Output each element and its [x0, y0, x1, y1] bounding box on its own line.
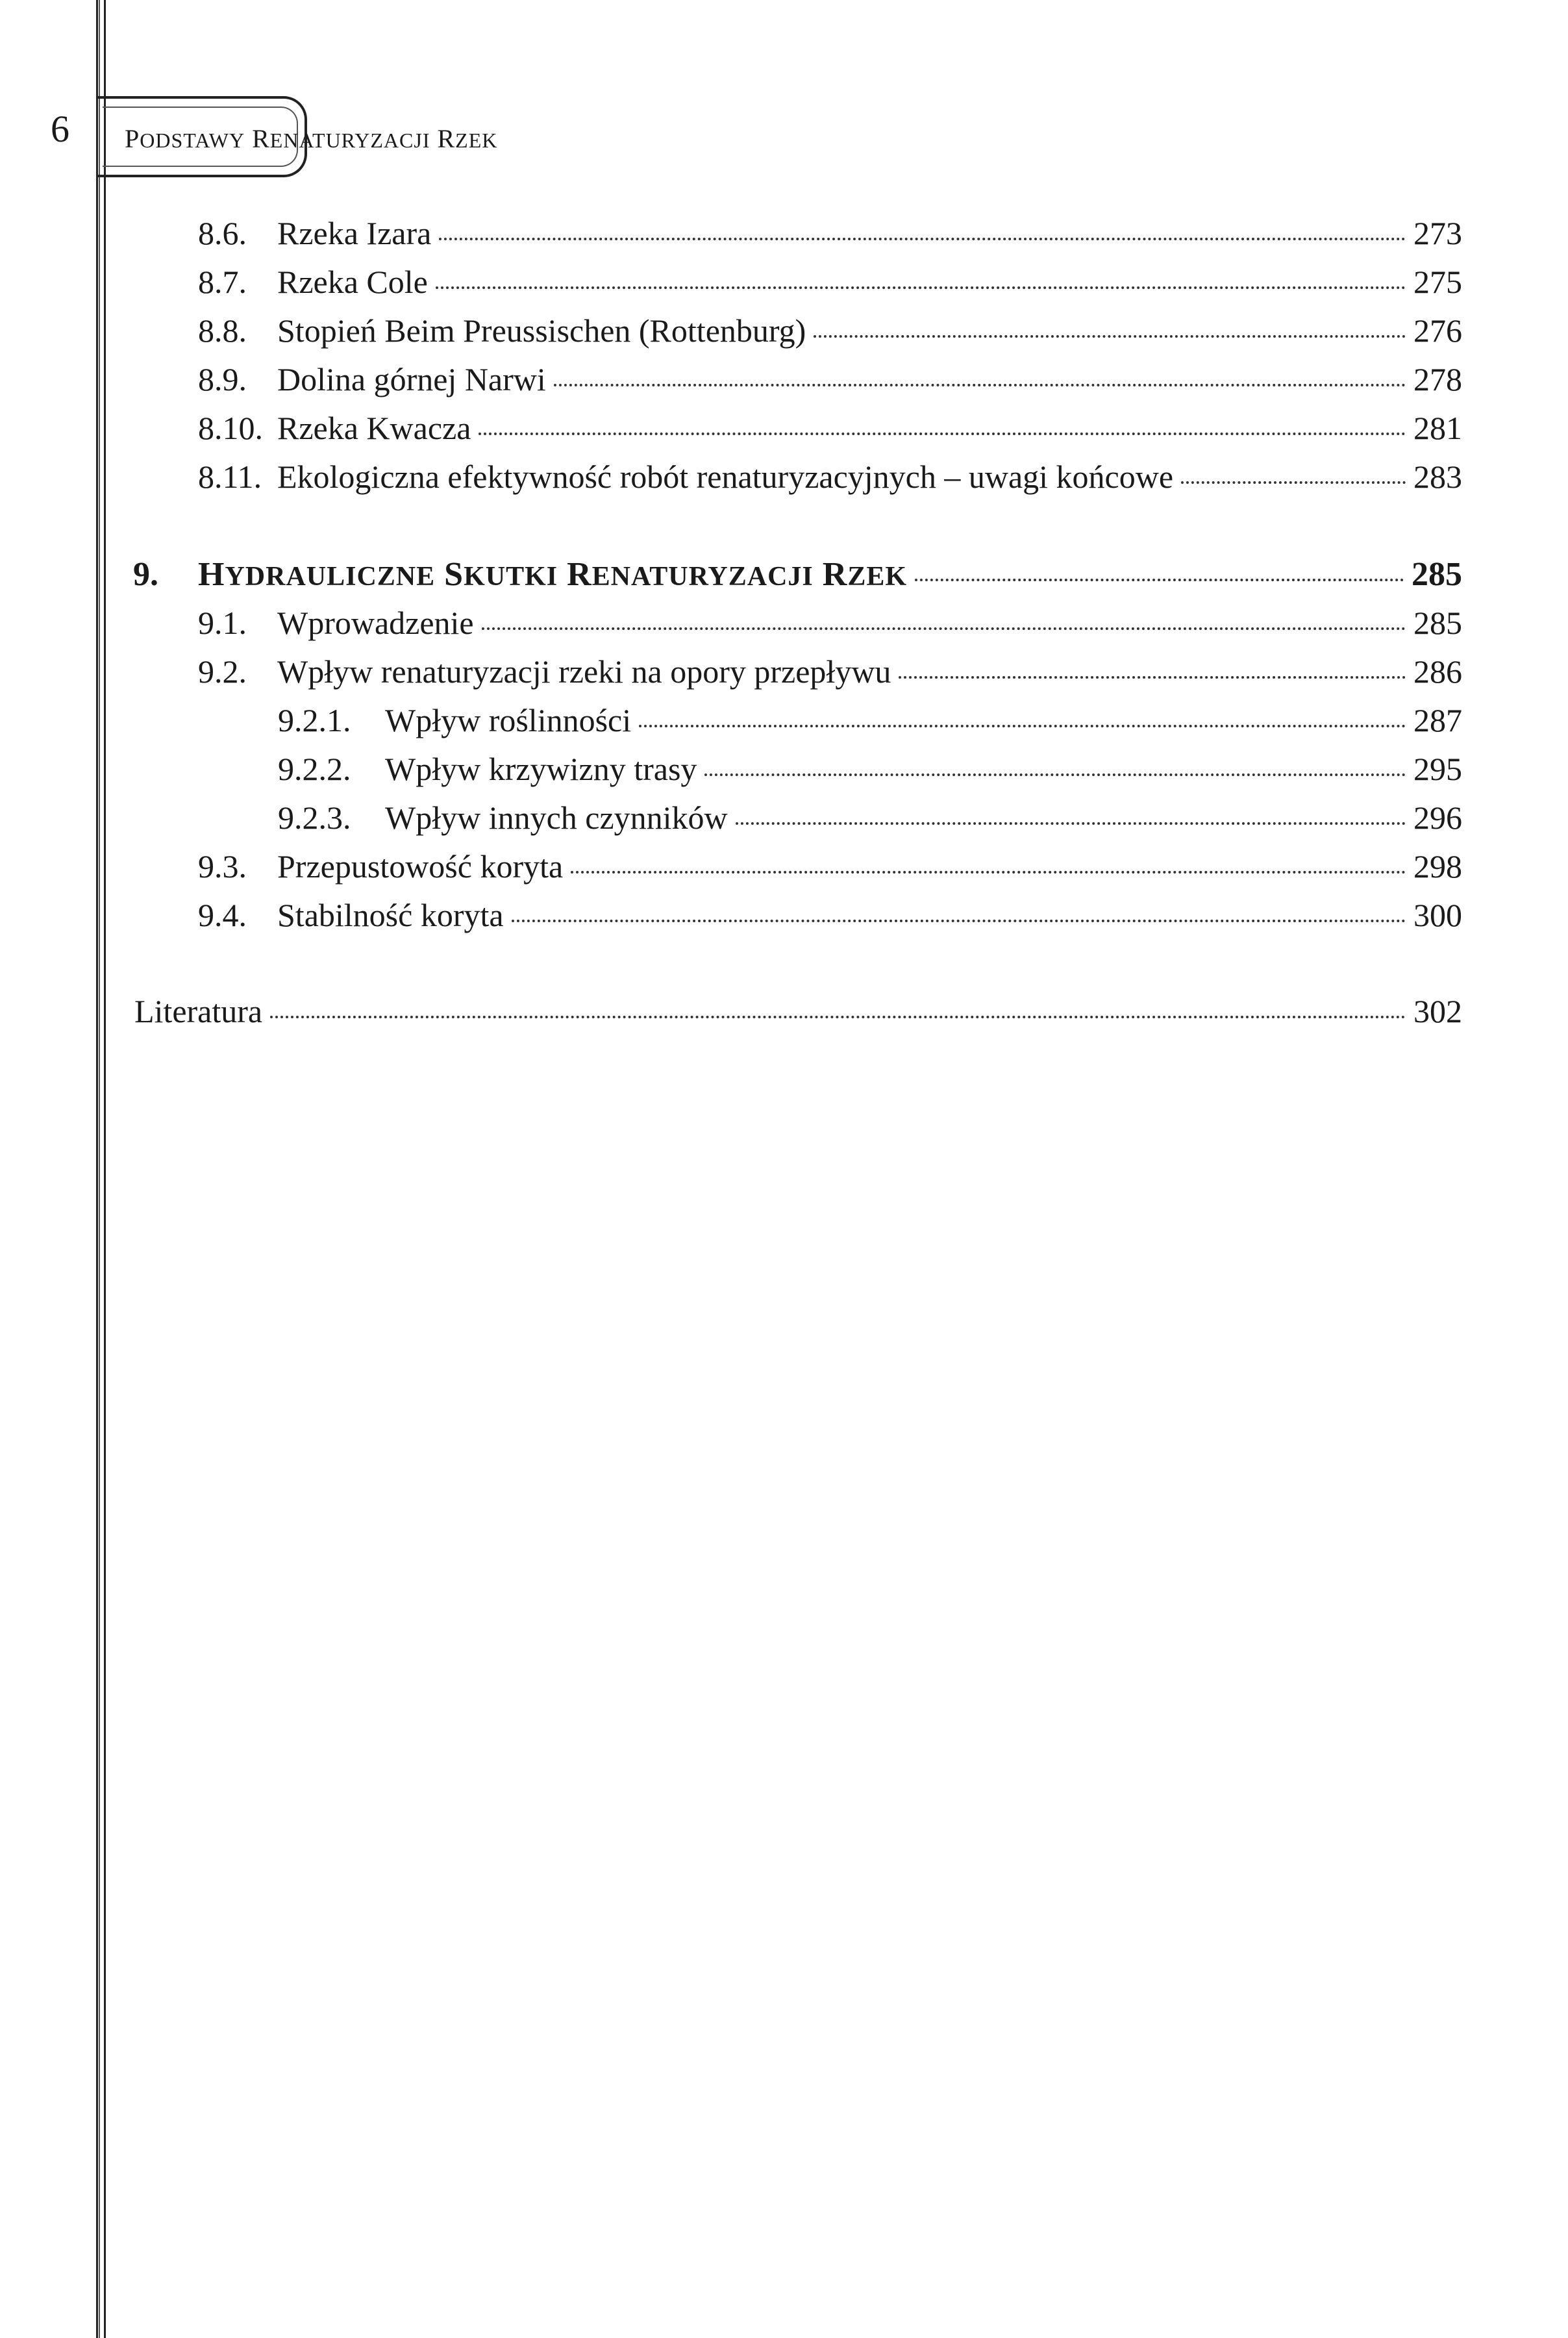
- dot-leader: [704, 773, 1406, 776]
- toc-entry-number: 8.10.: [198, 410, 263, 446]
- running-header-title: [125, 123, 497, 154]
- toc-entry-page: 302: [1413, 993, 1462, 1029]
- toc-entry-number: 9.4.: [198, 897, 247, 933]
- toc-entry-page: 298: [1413, 848, 1462, 885]
- toc-entry[interactable]: [198, 263, 1462, 301]
- toc-entry-number: 8.11.: [198, 459, 262, 495]
- toc-entry-title: Stabilność koryta: [277, 897, 504, 933]
- toc-entry[interactable]: [198, 604, 1462, 642]
- dot-leader: [482, 627, 1406, 630]
- toc-entry-page: 283: [1413, 459, 1462, 495]
- toc-entry[interactable]: [198, 848, 1462, 885]
- toc-entry-title: Wpływ innych czynników: [385, 799, 728, 836]
- toc-subentry[interactable]: [278, 750, 1462, 788]
- toc-entry-page: 275: [1413, 264, 1462, 300]
- dot-leader: [639, 725, 1406, 727]
- dot-leader: [512, 920, 1406, 922]
- dot-leader: [736, 822, 1406, 825]
- toc-entry[interactable]: [198, 653, 1462, 690]
- dot-leader: [571, 871, 1406, 874]
- toc-entry-title: Literatura: [134, 993, 263, 1029]
- toc-entry-page: 278: [1413, 361, 1462, 397]
- toc-entry-page: 285: [1413, 605, 1462, 641]
- toc-entry-title: Dolina górnej Narwi: [277, 361, 546, 397]
- toc-entry-number: 9.1.: [198, 605, 247, 641]
- toc-entry-title: Wpływ renaturyzacji rzeki na opory przepływu: [277, 653, 891, 690]
- toc-entry[interactable]: [198, 312, 1462, 349]
- toc-entry-title: Rzeka Izara: [277, 215, 432, 251]
- dot-leader: [915, 579, 1404, 581]
- dot-leader: [439, 238, 1406, 240]
- toc-entry[interactable]: [198, 360, 1462, 398]
- toc-entry-page: 281: [1413, 410, 1462, 446]
- toc-entry[interactable]: [198, 896, 1462, 934]
- dot-leader: [479, 433, 1406, 435]
- toc-entry-page: 287: [1413, 702, 1462, 738]
- toc-subentry[interactable]: [278, 799, 1462, 836]
- toc-entry[interactable]: [198, 409, 1462, 447]
- toc-entry-title: Wpływ krzywizny trasy: [385, 751, 697, 787]
- toc-entry-number: 9.2.: [198, 653, 247, 690]
- dot-leader: [436, 286, 1406, 289]
- toc-entry-number: 9.2.3.: [278, 799, 351, 836]
- left-border-rule-outer: [104, 0, 106, 2338]
- toc-entry-number: 9.2.1.: [278, 702, 351, 738]
- dot-leader: [270, 1016, 1406, 1018]
- dot-leader: [814, 335, 1406, 338]
- toc-entry-title: Wpływ roślinności: [385, 702, 632, 738]
- toc-chapter-page: 285: [1412, 556, 1462, 593]
- toc-entry-title: Stopień Beim Preussischen (Rottenburg): [277, 312, 806, 349]
- toc-entry-page: 276: [1413, 312, 1462, 349]
- toc-entry[interactable]: [198, 458, 1462, 496]
- toc-subentry[interactable]: [278, 701, 1462, 739]
- toc-entry-page: 273: [1413, 215, 1462, 251]
- page-number: 6: [51, 108, 69, 150]
- toc-entry-title: Rzeka Kwacza: [277, 410, 471, 446]
- toc-entry[interactable]: [198, 214, 1462, 252]
- toc-entry-number: 8.8.: [198, 312, 247, 349]
- toc-chapter-title: HYDRAULICZNE SKUTKI RENATURYZACJI RZEK: [198, 556, 908, 593]
- toc-entry-title: Rzeka Cole: [277, 264, 428, 300]
- toc-chapter-heading[interactable]: [133, 555, 1462, 594]
- left-border-rule: [96, 0, 98, 2338]
- toc-entry-page: 286: [1413, 653, 1462, 690]
- toc-entry-page: 296: [1413, 799, 1462, 836]
- left-border-rule-inner: [99, 0, 100, 2338]
- toc-entry-title: Przepustowość koryta: [277, 848, 564, 885]
- toc-entry-number: 8.6.: [198, 215, 247, 251]
- toc-entry-page: 300: [1413, 897, 1462, 933]
- toc-entry-number: 8.9.: [198, 361, 247, 397]
- toc-entry-number: 9.3.: [198, 848, 247, 885]
- dot-leader: [899, 676, 1406, 679]
- dot-leader: [554, 384, 1406, 386]
- toc-entry-title: Wprowadzenie: [277, 605, 474, 641]
- running-header-text: PODSTAWY RENATURYZACJI RZEK: [125, 124, 498, 153]
- toc-entry-title: Ekologiczna efektywność robót renaturyzacyjnych – uwagi końcowe: [277, 459, 1174, 495]
- toc-entry-number: 9.2.2.: [278, 751, 351, 787]
- toc-entry-page: 295: [1413, 751, 1462, 787]
- dot-leader: [1181, 481, 1406, 484]
- toc-entry-number: 8.7.: [198, 264, 247, 300]
- toc-chapter-number: 9.: [133, 556, 158, 593]
- toc-bibliography-entry[interactable]: [134, 992, 1462, 1030]
